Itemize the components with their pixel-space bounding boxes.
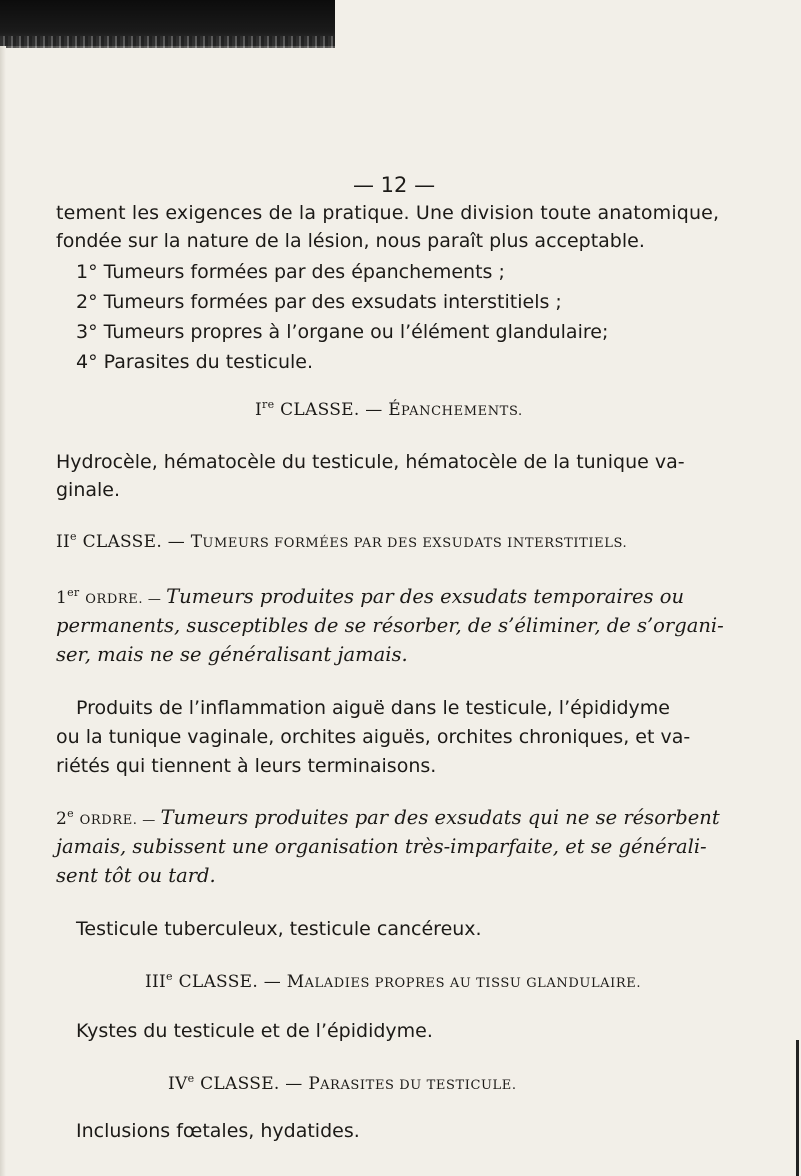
class-1-title: PANCHEMENTS. bbox=[401, 404, 523, 419]
order-1-line-1 bbox=[56, 585, 684, 612]
class-1-body-2: ginale. bbox=[56, 479, 121, 501]
class-4-body: Inclusions fœtales, hydatides. bbox=[76, 1120, 360, 1142]
class-2-word: CLASSE. — bbox=[82, 532, 191, 552]
order-1-numeral: 1 bbox=[56, 588, 68, 608]
class-4-heading bbox=[168, 1072, 517, 1098]
order-2-line-3: sent tôt ou tard. bbox=[56, 864, 216, 887]
order-1-sup: er bbox=[67, 586, 80, 599]
order-2-body: Testicule tuberculeux, testicule cancéreux. bbox=[76, 918, 482, 940]
order-1-body-2: ou la tunique vaginale, orchites aiguës, orchites chroniques, et va- bbox=[56, 726, 691, 748]
order-1-line-3: ser, mais ne se généralisant jamais. bbox=[56, 643, 408, 666]
class-2-title-cap: T bbox=[190, 532, 203, 552]
class-3-title: ALADIES PROPRES AU TISSU GLANDULAIRE. bbox=[304, 976, 642, 991]
class-1-sup: re bbox=[262, 398, 275, 411]
page-number: — 12 — bbox=[353, 173, 436, 197]
intro-line-2: fondée sur la nature de la lésion, nous paraît plus acceptable. bbox=[56, 230, 645, 252]
order-1-title-1: Tumeurs produites par des exsudats temporaires ou bbox=[166, 585, 685, 608]
class-3-heading bbox=[145, 970, 641, 996]
intro-text-1: tement les exigences de la pratique. Une division toute anatomique, bbox=[56, 202, 720, 224]
division-4: 4° Parasites du testicule. bbox=[76, 351, 313, 373]
order-1-body-1: Produits de l’inflammation aiguë dans le testicule, l’épididyme bbox=[76, 697, 670, 719]
order-2-line-1 bbox=[56, 806, 720, 833]
class-4-title: ARASITES DU TESTICULE. bbox=[320, 1078, 517, 1093]
class-3-title-cap: M bbox=[286, 972, 305, 992]
order-2-sup: e bbox=[67, 807, 74, 820]
division-2: 2° Tumeurs formées par des exsudats interstitiels ; bbox=[76, 291, 562, 313]
class-1-heading bbox=[255, 398, 523, 424]
class-1-title-cap: É bbox=[388, 400, 402, 420]
class-2-numeral: II bbox=[56, 532, 71, 552]
intro-line-1 bbox=[56, 201, 767, 225]
order-1-body-3: riétés qui tiennent à leurs terminaisons. bbox=[56, 755, 437, 777]
order-2-line-2: jamais, subissent une organisation très-imparfaite, et se générali- bbox=[56, 835, 707, 858]
class-3-numeral: III bbox=[145, 972, 167, 992]
class-4-sup: e bbox=[187, 1072, 195, 1085]
class-3-word: CLASSE. — bbox=[178, 972, 287, 992]
order-2-numeral: 2 bbox=[56, 809, 68, 829]
class-1-body-1: Hydrocèle, hématocèle du testicule, hématocèle de la tunique va- bbox=[56, 451, 685, 473]
class-1-word: CLASSE. — bbox=[280, 400, 389, 420]
class-2-heading bbox=[56, 530, 627, 556]
class-4-numeral: IV bbox=[168, 1074, 188, 1094]
order-1-word: ORDRE. — bbox=[85, 592, 167, 607]
class-4-word: CLASSE. — bbox=[200, 1074, 309, 1094]
class-2-sup: e bbox=[70, 530, 77, 543]
order-2-title-1: Tumeurs produites par des exsudats qui ne se résorbent bbox=[160, 806, 720, 829]
division-3: 3° Tumeurs propres à l’organe ou l’élément glandulaire; bbox=[76, 321, 609, 343]
class-2-title: UMEURS FORMÉES PAR DES EXSUDATS INTERSTITIELS. bbox=[202, 536, 628, 551]
division-1: 1° Tumeurs formées par des épanchements ; bbox=[76, 261, 505, 283]
order-2-word: ORDRE. — bbox=[79, 813, 161, 828]
class-3-body: Kystes du testicule et de l’épididyme. bbox=[76, 1020, 433, 1042]
class-3-sup: e bbox=[166, 970, 173, 983]
class-4-title-cap: P bbox=[308, 1074, 321, 1094]
order-1-line-2: permanents, susceptibles de se résorber, de s’éliminer, de s’organi- bbox=[56, 614, 724, 637]
class-1-numeral: I bbox=[255, 400, 263, 420]
